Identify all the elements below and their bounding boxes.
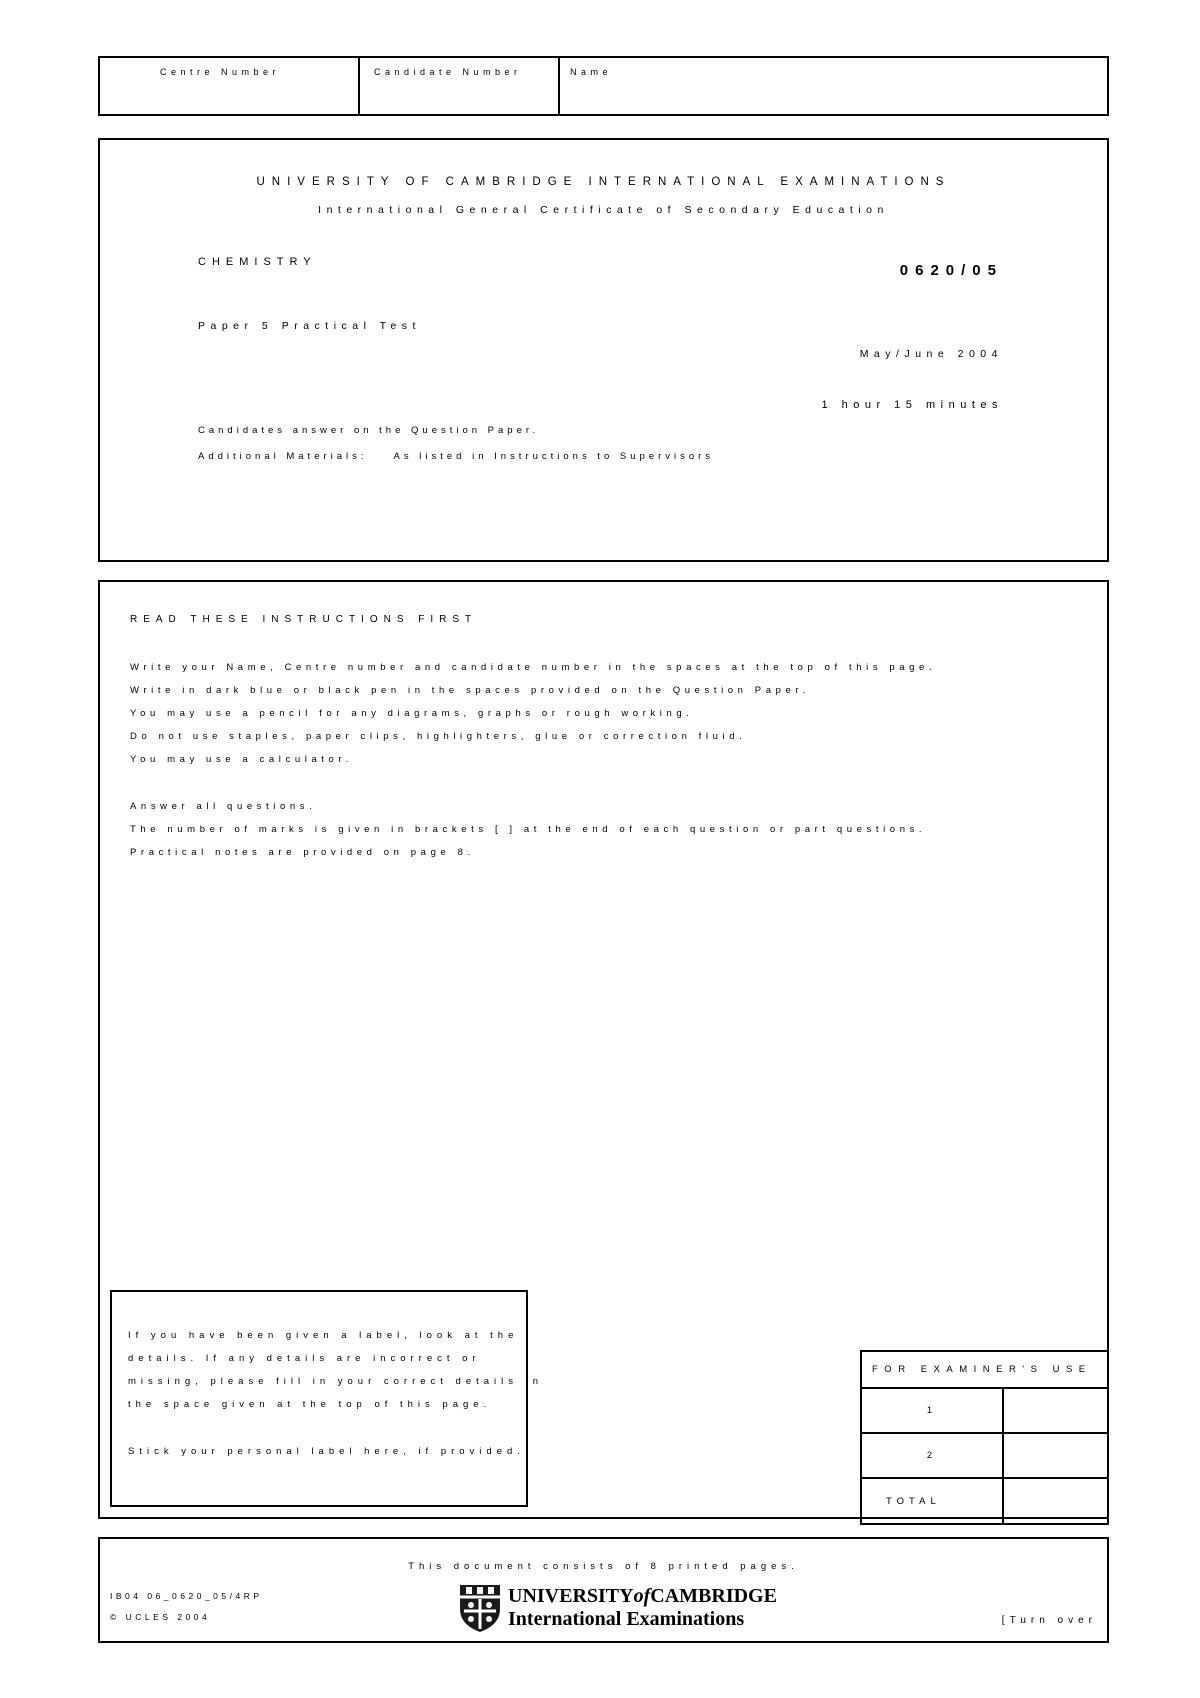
name-label: Name	[570, 67, 613, 77]
personal-label-area[interactable]	[110, 1290, 544, 1507]
total-mark-cell[interactable]	[1003, 1478, 1108, 1524]
instruction-line: You may use a calculator.	[130, 754, 353, 765]
stick-label-text: Stick your personal label here, if provided.	[128, 1446, 525, 1457]
instruction-line: The number of marks is given in brackets [ ] at the end of each question or part questions.	[130, 824, 927, 835]
instruction-line: You may use a pencil for any diagrams, graphs or rough working.	[130, 708, 694, 719]
centre-number-field[interactable]	[100, 58, 360, 114]
label-instruction-line: the space given at the top of this page.	[128, 1399, 492, 1410]
page-count: This document consists of 8 printed pages.	[408, 1561, 799, 1572]
paper-title: Paper 5 Practical Test	[198, 320, 421, 332]
candidate-number-field[interactable]	[360, 58, 560, 114]
exam-session: May/June 2004	[859, 348, 1003, 360]
question-number: 1	[861, 1388, 1003, 1433]
instructions-panel	[98, 580, 1109, 1519]
instruction-line: Write in dark blue or black pen in the spaces provided on the Question Paper.	[130, 685, 810, 696]
centre-number-label: Centre Number	[160, 67, 281, 77]
instructions-heading: READ THESE INSTRUCTIONS FIRST	[130, 614, 478, 625]
logo-cambridge: CAMBRIDGE	[650, 1585, 777, 1607]
copyright: © UCLES 2004	[110, 1612, 211, 1622]
mark-cell[interactable]	[1003, 1388, 1108, 1433]
cambridge-logo	[458, 1583, 777, 1635]
exam-duration: 1 hour 15 minutes	[821, 399, 1003, 411]
question-number: 2	[861, 1433, 1003, 1478]
logo-university: UNIVERSITY	[508, 1585, 634, 1607]
university-title: UNIVERSITY OF CAMBRIDGE INTERNATIONAL EXAMINATIONS	[256, 176, 951, 188]
label-instruction-line: missing, please fill in your correct details in	[128, 1376, 544, 1387]
instruction-line: Practical notes are provided on page 8.	[130, 847, 475, 858]
logo-wordmark	[508, 1585, 777, 1631]
document-reference: IB04 06_0620_05/4RP	[110, 1591, 263, 1601]
label-instruction-line: details. If any details are incorrect or	[128, 1353, 481, 1364]
candidate-number-label: Candidate Number	[374, 67, 522, 77]
crest-icon	[458, 1583, 502, 1633]
mark-cell[interactable]	[1003, 1433, 1108, 1478]
footer-panel	[98, 1537, 1109, 1643]
table-row	[861, 1388, 1108, 1433]
examiner-use-table	[860, 1350, 1109, 1525]
name-field[interactable]	[560, 58, 1107, 114]
table-row	[861, 1478, 1108, 1524]
label-instruction-line: If you have been given a label, look at the	[128, 1330, 519, 1341]
table-row	[861, 1433, 1108, 1478]
additional-materials-label: Additional Materials:	[198, 451, 368, 462]
logo-of: of	[633, 1585, 651, 1607]
candidate-header	[98, 56, 1109, 116]
additional-materials	[198, 451, 714, 462]
turn-over: [Turn over	[1001, 1615, 1097, 1626]
examiner-use-title: FOR EXAMINER'S USE	[861, 1351, 1108, 1388]
paper-code: 0620/05	[899, 262, 1003, 279]
total-label: TOTAL	[861, 1478, 1003, 1524]
qualification-title: International General Certificate of Secondary Education	[318, 204, 889, 216]
title-panel	[98, 138, 1109, 562]
additional-materials-value: As listed in Instructions to Supervisors	[393, 451, 715, 462]
instruction-line: Do not use staples, paper clips, highlighters, glue or correction fluid.	[130, 731, 747, 742]
instruction-line: Write your Name, Centre number and candidate number in the spaces at the top of this page.	[130, 662, 937, 673]
subject-title: CHEMISTRY	[198, 256, 317, 268]
answer-instruction: Candidates answer on the Question Paper.	[198, 425, 540, 436]
instruction-line: Answer all questions.	[130, 801, 317, 812]
logo-international-examinations: International Examinations	[508, 1608, 745, 1630]
